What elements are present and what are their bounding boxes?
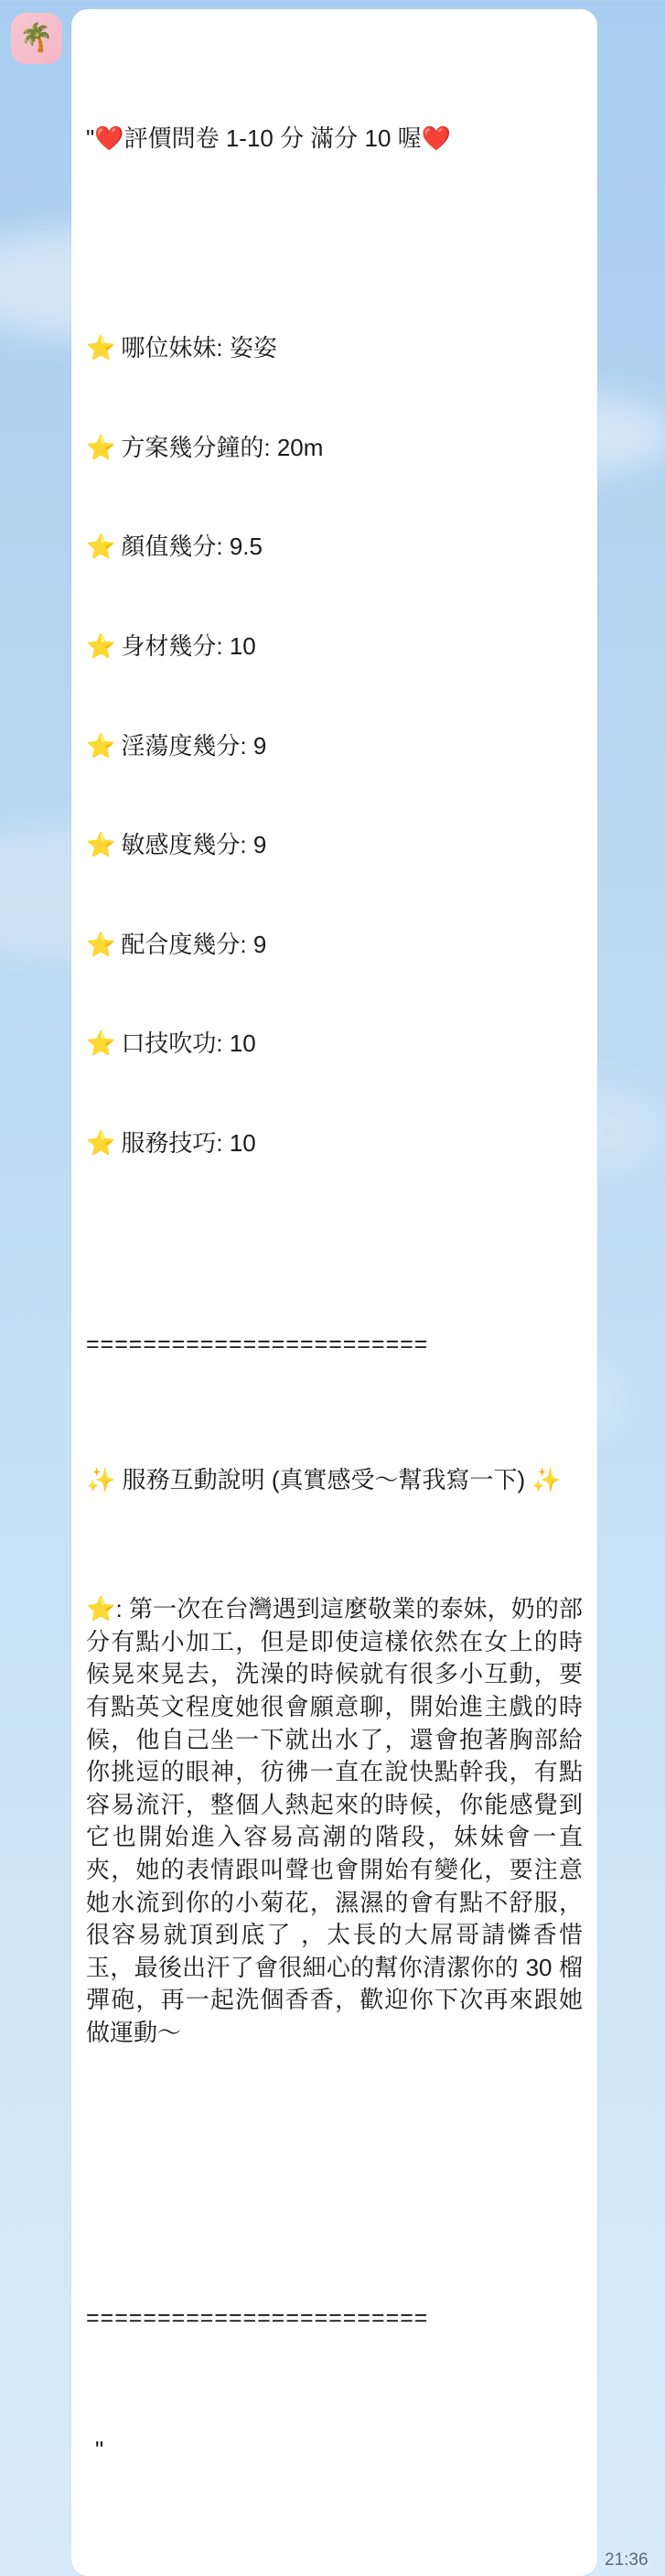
list-item: [86, 431, 583, 466]
star-icon: ⭐: [86, 731, 116, 760]
rating-value: 10: [229, 1029, 256, 1058]
rating-value: 9: [252, 731, 267, 760]
message-bubble[interactable]: [71, 9, 597, 2576]
rating-label: 敏感度幾分: [121, 831, 241, 859]
list-item: [86, 1126, 583, 1161]
list-item: [86, 928, 583, 963]
star-icon: ⭐: [86, 1128, 116, 1157]
list-item: [86, 828, 583, 863]
rating-line: 哪位妹妹: 姿姿: [121, 334, 277, 362]
rating-line: 敏感度幾分: 9: [121, 831, 267, 859]
list-item: [86, 630, 583, 664]
palm-tree-icon: 🌴: [19, 23, 54, 53]
bubble-wrapper: [71, 9, 658, 2576]
rating-value: 9: [252, 930, 267, 958]
divider-bottom: ========================: [86, 2304, 429, 2331]
rating-line: 配合度幾分: 9: [121, 930, 267, 958]
closing-quote: ": [95, 2435, 104, 2463]
avatar[interactable]: [11, 13, 62, 64]
message-header: "❤️評價問卷 1-10 分 滿分 10 喔❤️: [86, 124, 452, 153]
list-item: [86, 729, 583, 764]
divider-top: ========================: [86, 1331, 429, 1357]
section-title: ✨ 服務互動說明 (真實感受～幫我寫一下) ✨: [86, 1465, 562, 1493]
rating-label: 身材幾分: [121, 632, 217, 661]
rating-label: 顏值幾分: [121, 533, 217, 561]
rating-label: 淫蕩度幾分: [121, 731, 241, 760]
star-icon: ⭐: [86, 930, 116, 958]
rating-label: 口技吹功: [121, 1029, 217, 1058]
rating-line: 服務技巧: 10: [121, 1128, 256, 1157]
star-icon: ⭐: [86, 334, 116, 362]
rating-line: 口技吹功: 10: [121, 1029, 256, 1058]
message-body: ⭐: 第一次在台灣遇到這麼敬業的泰妹，奶的部分有點小加工，但是即使這樣依然在女上的時候晃來晃去，洗澡的時候就有很多小互動，要有點英文程度她很會願意聊，開始進主戲的時候，他自己坐一下就出水了，還會抱著胸部給你挑逗的眼神，彷彿一直在說快點幹我，有點容易流汗，整個人熱起來的時候，你能感覺到它也開始進入容易高潮的階段，妹妹會一直夾，她的表情跟叫聲也會開始有變化，要注意她水流到你的小菊花，濕濕的會有點不舒服，很容易就頂到底了 ，太長的大屌哥請憐香惜玉，最後出汗了會很細心的幫你清潔你的 30 榴彈砲，再一起洗個香香，歡迎你下次再來跟她做運動～: [86, 1595, 583, 2047]
rating-value: 10: [229, 632, 256, 661]
list-item: [86, 331, 583, 366]
rating-line: 身材幾分: 10: [121, 632, 256, 661]
star-icon: ⭐: [86, 831, 116, 859]
rating-line: 方案幾分鐘的: 20m: [121, 433, 324, 461]
rating-line: 淫蕩度幾分: 9: [121, 731, 267, 760]
spacer: [86, 2147, 583, 2202]
rating-value: 10: [229, 1128, 256, 1157]
rating-value: 姿姿: [229, 334, 277, 362]
message-timestamp: 21:36: [605, 2550, 649, 2571]
rating-label: 哪位妹妹: [121, 334, 217, 362]
rating-list: [86, 267, 583, 1226]
rating-value: 20m: [276, 433, 324, 461]
rating-label: 服務技巧: [121, 1128, 217, 1157]
list-item: [86, 1027, 583, 1062]
list-item: [86, 530, 583, 565]
star-icon: ⭐: [86, 1029, 116, 1058]
rating-label: 方案幾分鐘的: [121, 433, 264, 461]
star-icon: ⭐: [86, 433, 116, 461]
rating-value: 9: [252, 831, 267, 859]
rating-label: 配合度幾分: [121, 930, 241, 958]
star-icon: ⭐: [86, 533, 116, 561]
rating-value: 9.5: [229, 533, 263, 561]
star-icon: ⭐: [86, 632, 116, 661]
rating-line: 顏值幾分: 9.5: [121, 533, 263, 561]
